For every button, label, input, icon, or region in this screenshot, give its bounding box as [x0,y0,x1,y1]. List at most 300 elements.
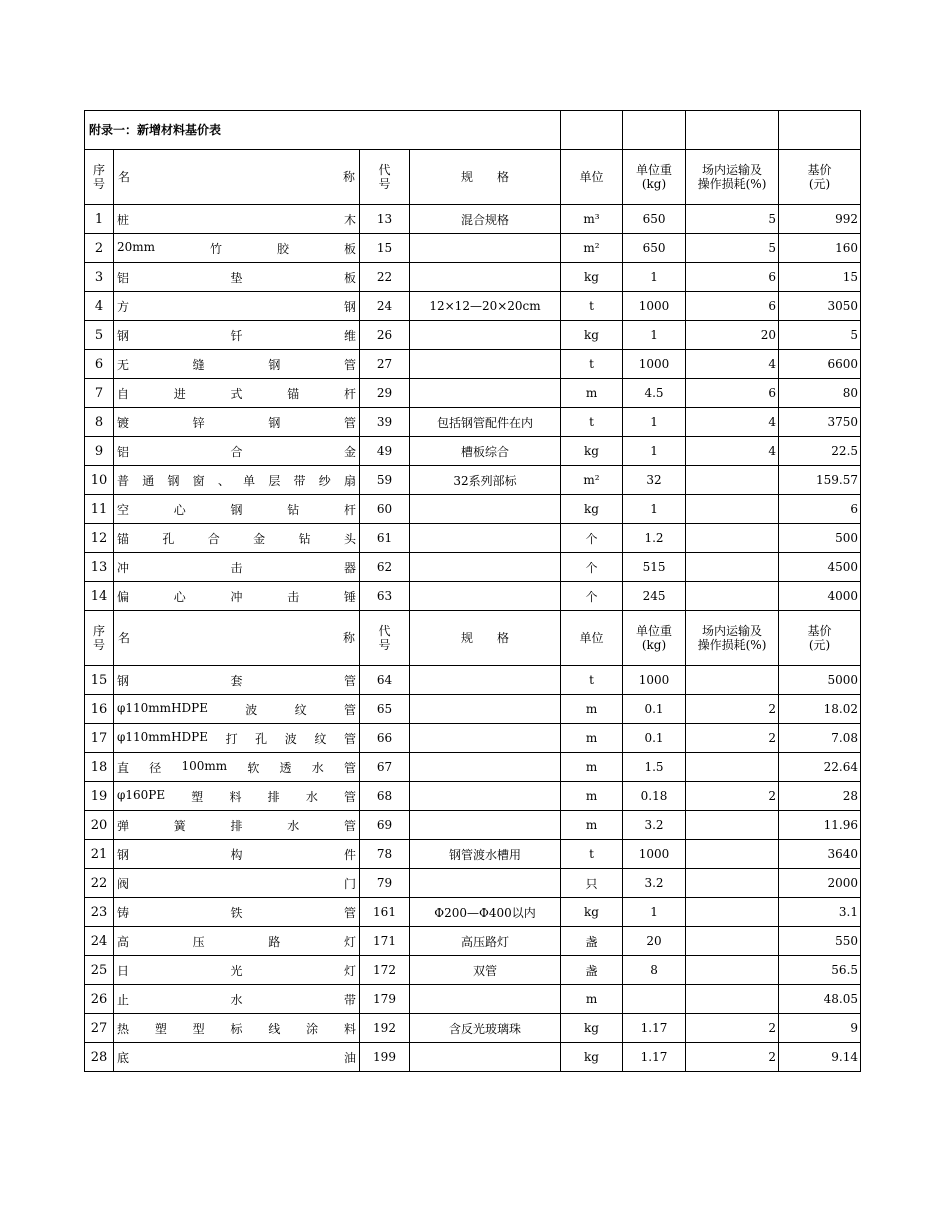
blank-cell [686,111,779,150]
name-part: 锌 [192,415,205,430]
base-price: 4500 [779,553,861,582]
table-row [85,524,861,553]
name-part: φ110mmHDPE [117,700,208,715]
loss-percent [686,869,779,898]
material-unit: 只 [561,869,623,898]
material-name [114,985,360,1014]
name-part: 进 [173,386,186,401]
name-part: 纹 [294,702,307,717]
name-part: 弹 [117,818,130,833]
material-unit: t [561,292,623,321]
loss-percent [686,956,779,985]
name-part: 垫 [230,270,243,285]
material-unit: kg [561,1043,623,1072]
header-loss: 场内运输及 操作损耗(%) [686,150,779,205]
name-part: 管 [343,415,356,430]
name-part: 路 [268,934,281,949]
table-row [85,495,861,524]
material-unit: t [561,666,623,695]
header-name: 名 称 [114,150,360,205]
unit-weight: 3.2 [623,869,686,898]
header-spec: 规 格 [410,611,561,666]
material-spec: 32系列部标 [410,466,561,495]
loss-percent: 20 [686,321,779,350]
name-part: φ160PE [117,787,166,802]
material-name [114,292,360,321]
name-part: 管 [343,731,356,746]
material-spec: 钢管渡水槽用 [410,840,561,869]
name-part: 光 [230,963,243,978]
row-index: 8 [85,408,114,437]
unit-weight: 1.17 [623,1014,686,1043]
base-price: 7.08 [779,724,861,753]
name-part: 式 [230,386,243,401]
header-unit: 单位 [561,611,623,666]
material-code: 22 [360,263,410,292]
material-name [114,234,360,263]
loss-percent [686,898,779,927]
loss-percent: 2 [686,1014,779,1043]
unit-weight: 0.1 [623,695,686,724]
loss-percent: 2 [686,724,779,753]
unit-weight: 245 [623,582,686,611]
header-weight: 单位重 (kg) [623,611,686,666]
unit-weight: 1 [623,408,686,437]
row-index: 20 [85,811,114,840]
base-price: 22.64 [779,753,861,782]
row-index: 25 [85,956,114,985]
material-spec [410,666,561,695]
table-row [85,811,861,840]
material-name [114,927,360,956]
table-row [85,379,861,408]
material-name [114,666,360,695]
row-index: 1 [85,205,114,234]
row-index: 6 [85,350,114,379]
loss-percent: 5 [686,234,779,263]
material-unit: 个 [561,553,623,582]
name-part: 塑 [154,1021,167,1036]
material-unit: 个 [561,524,623,553]
header-name: 名 称 [114,611,360,666]
base-price: 6600 [779,350,861,379]
base-price: 4000 [779,582,861,611]
unit-weight [623,985,686,1014]
name-part: 板 [343,270,356,285]
table-row [85,292,861,321]
name-part: 扇 [343,473,356,488]
row-index: 5 [85,321,114,350]
name-part: 镀 [117,415,130,430]
material-spec [410,811,561,840]
name-part: 层 [268,473,281,488]
table-row [85,724,861,753]
name-part: 孔 [255,731,268,746]
name-part: 簧 [173,818,186,833]
header-loss: 场内运输及 操作损耗(%) [686,611,779,666]
name-part: 油 [343,1050,356,1065]
name-part: 100mm [181,758,228,773]
material-unit: 个 [561,582,623,611]
name-part: 钢 [117,847,130,862]
unit-weight: 0.18 [623,782,686,811]
table-row [85,840,861,869]
material-spec: 包括钢管配件在内 [410,408,561,437]
loss-percent: 6 [686,263,779,292]
name-part: 钢 [343,299,356,314]
name-part: 排 [230,818,243,833]
table-row [85,956,861,985]
name-part: 胶 [276,241,289,256]
name-part: 锤 [343,589,356,604]
material-spec [410,782,561,811]
material-name [114,408,360,437]
base-price: 15 [779,263,861,292]
unit-weight: 1 [623,898,686,927]
material-spec: 双管 [410,956,561,985]
name-part: 门 [343,876,356,891]
table-row [85,582,861,611]
material-unit: 盏 [561,927,623,956]
unit-weight: 4.5 [623,379,686,408]
row-index: 15 [85,666,114,695]
header-spec: 规 格 [410,150,561,205]
row-index: 12 [85,524,114,553]
material-code: 13 [360,205,410,234]
name-part: 冲 [117,560,130,575]
loss-percent: 2 [686,695,779,724]
name-part: 钢 [268,415,281,430]
name-part: 水 [230,992,243,1007]
material-code: 24 [360,292,410,321]
table-row [85,898,861,927]
name-part: 钢 [167,473,180,488]
name-part: 通 [142,473,155,488]
name-part: 料 [343,1021,356,1036]
material-unit: 盏 [561,956,623,985]
material-name [114,321,360,350]
name-part: 日 [117,963,130,978]
table-row [85,466,861,495]
name-part: 底 [117,1050,130,1065]
material-code: 192 [360,1014,410,1043]
name-part: 头 [343,531,356,546]
name-part: 铝 [117,444,130,459]
name-part: 管 [343,760,356,775]
base-price: 5000 [779,666,861,695]
material-code: 68 [360,782,410,811]
material-unit: kg [561,495,623,524]
material-spec [410,350,561,379]
name-part: 钢 [117,673,130,688]
name-part: 普 [117,473,130,488]
name-part: 型 [192,1021,205,1036]
name-part: 冲 [230,589,243,604]
name-part: 阀 [117,876,130,891]
name-part: 热 [117,1021,130,1036]
loss-percent [686,582,779,611]
material-name [114,1014,360,1043]
material-spec [410,582,561,611]
base-price: 56.5 [779,956,861,985]
name-part: 波 [245,702,258,717]
unit-weight: 1.17 [623,1043,686,1072]
blank-cell [623,111,686,150]
loss-percent [686,524,779,553]
base-price: 3.1 [779,898,861,927]
base-price: 48.05 [779,985,861,1014]
material-code: 61 [360,524,410,553]
material-code: 63 [360,582,410,611]
unit-weight: 1000 [623,350,686,379]
row-index: 17 [85,724,114,753]
material-code: 179 [360,985,410,1014]
name-part: 木 [343,212,356,227]
unit-weight: 1.2 [623,524,686,553]
material-spec: 混合规格 [410,205,561,234]
material-unit: m³ [561,205,623,234]
base-price: 9.14 [779,1043,861,1072]
name-part: 波 [284,731,297,746]
material-unit: kg [561,898,623,927]
name-part: 带 [293,473,306,488]
table-row [85,408,861,437]
material-code: 161 [360,898,410,927]
base-price: 992 [779,205,861,234]
row-index: 22 [85,869,114,898]
material-spec: Φ200—Φ400以内 [410,898,561,927]
loss-percent: 4 [686,437,779,466]
name-part: 水 [287,818,300,833]
loss-percent: 2 [686,1043,779,1072]
material-spec [410,524,561,553]
row-index: 21 [85,840,114,869]
name-part: 管 [343,702,356,717]
loss-percent [686,811,779,840]
material-name [114,263,360,292]
base-price: 2000 [779,869,861,898]
material-name [114,553,360,582]
material-unit: m [561,811,623,840]
name-part: 金 [343,444,356,459]
header-idx: 序 号 [85,611,114,666]
name-part: 纱 [318,473,331,488]
material-unit: t [561,840,623,869]
row-index: 23 [85,898,114,927]
material-code: 66 [360,724,410,753]
material-spec [410,695,561,724]
material-spec: 12×12—20×20cm [410,292,561,321]
name-part: 击 [230,560,243,575]
name-part: 钎 [230,328,243,343]
material-unit: m [561,379,623,408]
table-row [85,205,861,234]
unit-weight: 1 [623,321,686,350]
row-index: 27 [85,1014,114,1043]
name-part: 钢 [268,357,281,372]
name-part: 杆 [343,502,356,517]
name-part: 偏 [117,589,130,604]
blank-cell [561,111,623,150]
name-part: 水 [311,760,324,775]
name-part: 塑 [191,789,204,804]
name-part: 金 [253,531,266,546]
material-code: 65 [360,695,410,724]
material-unit: m [561,695,623,724]
loss-percent [686,553,779,582]
name-part: 钻 [287,502,300,517]
name-part: 桩 [117,212,130,227]
base-price: 3640 [779,840,861,869]
unit-weight: 32 [623,466,686,495]
material-spec [410,985,561,1014]
name-part: 缝 [192,357,205,372]
loss-percent: 6 [686,292,779,321]
material-unit: kg [561,437,623,466]
material-unit: m² [561,466,623,495]
base-price: 11.96 [779,811,861,840]
table-row [85,1043,861,1072]
name-part: 窗 [192,473,205,488]
name-part: 管 [343,673,356,688]
name-part: 套 [230,673,243,688]
header-code: 代 号 [360,611,410,666]
unit-weight: 1.5 [623,753,686,782]
header-price: 基价 (元) [779,150,861,205]
name-part: 孔 [162,531,175,546]
material-unit: t [561,350,623,379]
table-row [85,869,861,898]
name-part: 构 [230,847,243,862]
table-row [85,782,861,811]
name-part: 管 [343,818,356,833]
material-code: 49 [360,437,410,466]
material-name [114,524,360,553]
material-unit: t [561,408,623,437]
row-index: 10 [85,466,114,495]
table-row [85,350,861,379]
name-part: 锚 [117,531,130,546]
material-spec [410,1043,561,1072]
name-part: 压 [192,934,205,949]
name-part: 板 [343,241,356,256]
name-part: 无 [117,357,130,372]
base-price: 3750 [779,408,861,437]
header-unit: 单位 [561,150,623,205]
name-part: 带 [343,992,356,1007]
name-part: 空 [117,502,130,517]
material-spec [410,379,561,408]
name-part: 单 [243,473,256,488]
material-name [114,869,360,898]
material-unit: m² [561,234,623,263]
row-index: 3 [85,263,114,292]
loss-percent: 6 [686,379,779,408]
name-part: 击 [287,589,300,604]
material-spec [410,553,561,582]
name-part: 竹 [210,241,223,256]
material-name [114,782,360,811]
material-spec [410,724,561,753]
name-part: 料 [229,789,242,804]
name-part: 径 [149,760,162,775]
table-row [85,927,861,956]
name-part: 维 [343,328,356,343]
material-code: 60 [360,495,410,524]
base-price: 550 [779,927,861,956]
material-name [114,811,360,840]
name-part: 自 [117,386,130,401]
material-unit: kg [561,321,623,350]
row-index: 11 [85,495,114,524]
material-code: 64 [360,666,410,695]
name-part: 钻 [298,531,311,546]
loss-percent [686,927,779,956]
materials-table [84,110,861,1072]
table-row [85,666,861,695]
name-part: 透 [279,760,292,775]
loss-percent [686,753,779,782]
table-row [85,695,861,724]
row-index: 9 [85,437,114,466]
name-part: 管 [343,357,356,372]
base-price: 28 [779,782,861,811]
material-code: 29 [360,379,410,408]
table-row [85,553,861,582]
name-part: 杆 [343,386,356,401]
material-unit: kg [561,263,623,292]
row-index: 24 [85,927,114,956]
material-code: 59 [360,466,410,495]
loss-percent [686,495,779,524]
name-part: φ110mmHDPE [117,729,208,744]
base-price: 3050 [779,292,861,321]
material-unit: kg [561,1014,623,1043]
name-part: 锚 [287,386,300,401]
material-name [114,466,360,495]
name-part: 水 [305,789,318,804]
loss-percent [686,466,779,495]
table-row [85,1014,861,1043]
material-code: 67 [360,753,410,782]
name-part: 20mm [117,239,156,254]
header-weight: 单位重 (kg) [623,150,686,205]
material-unit: m [561,985,623,1014]
row-index: 14 [85,582,114,611]
material-name [114,724,360,753]
material-code: 199 [360,1043,410,1072]
name-part: 软 [247,760,260,775]
name-part: 管 [343,905,356,920]
material-name [114,350,360,379]
base-price: 80 [779,379,861,408]
material-spec [410,753,561,782]
material-code: 171 [360,927,410,956]
title-row [85,111,861,150]
name-part: 、 [217,473,230,488]
base-price: 160 [779,234,861,263]
loss-percent: 5 [686,205,779,234]
unit-weight: 650 [623,205,686,234]
unit-weight: 1000 [623,666,686,695]
unit-weight: 3.2 [623,811,686,840]
header-row [85,150,861,205]
material-unit: m [561,782,623,811]
name-part: 纹 [314,731,327,746]
name-part: 标 [230,1021,243,1036]
table-row [85,234,861,263]
material-name [114,695,360,724]
